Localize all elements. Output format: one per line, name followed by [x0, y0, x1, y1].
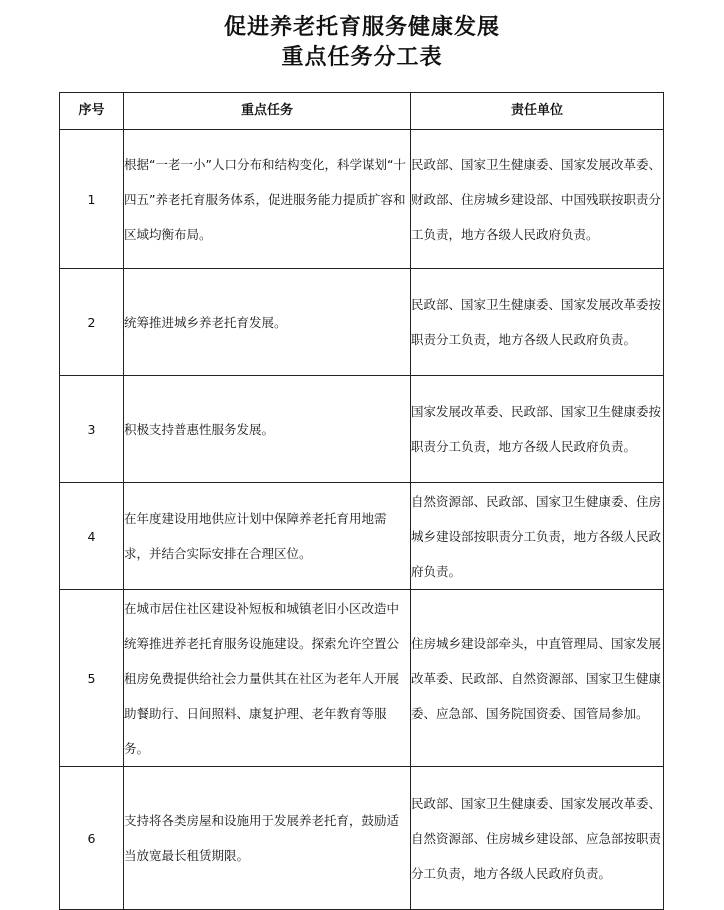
- task-assignment-table: [59, 92, 664, 910]
- document-title-line-2: 重点任务分工表: [281, 44, 443, 70]
- row-unit-text: 民政部、国家卫生健康委、国家发展改革委按职责分工负责，地方各级人民政府负责。: [411, 297, 662, 347]
- row-unit-text: 国家发展改革委、民政部、国家卫生健康委按职责分工负责，地方各级人民政府负责。: [411, 404, 662, 454]
- row-seq: 1: [60, 130, 124, 269]
- header-unit: 责任单位: [411, 93, 664, 130]
- row-task: [124, 376, 411, 483]
- row-task-text: 积极支持普惠性服务发展。: [124, 421, 275, 437]
- row-seq: 3: [60, 376, 124, 483]
- table-row: [60, 483, 664, 590]
- row-unit-text: 住房城乡建设部牵头，中直管理局、国家发展改革委、民政部、自然资源部、国家卫生健康委、应急部、国务院国资委、国管局参加。: [411, 635, 662, 721]
- row-unit: [411, 483, 664, 590]
- row-unit: [411, 130, 664, 269]
- row-unit: [411, 590, 664, 767]
- table-row: [60, 590, 664, 767]
- row-task: [124, 483, 411, 590]
- row-unit: [411, 376, 664, 483]
- header-task: 重点任务: [124, 93, 411, 130]
- row-seq: 2: [60, 269, 124, 376]
- row-task-text: 支持将各类房屋和设施用于发展养老托育，鼓励适当放宽最长租赁期限。: [124, 813, 400, 863]
- row-seq: 6: [60, 767, 124, 910]
- row-task: [124, 269, 411, 376]
- row-task: [124, 590, 411, 767]
- row-seq: 5: [60, 590, 124, 767]
- document-title-line-1: 促进养老托育服务健康发展: [223, 14, 500, 40]
- row-task: [124, 130, 411, 269]
- table-row: [60, 130, 664, 269]
- table-row: [60, 269, 664, 376]
- row-unit: [411, 767, 664, 910]
- row-unit-text: 自然资源部、民政部、国家卫生健康委、住房城乡建设部按职责分工负责，地方各级人民政府负责。: [411, 493, 662, 579]
- row-task: [124, 767, 411, 910]
- row-task-text: 在城市居住社区建设补短板和城镇老旧小区改造中统筹推进养老托育服务设施建设。探索允许空置公租房免费提供给社会力量供其在社区为老年人开展助餐助行、日间照料、康复护理、老年教育等服务。: [124, 600, 400, 756]
- table-row: [60, 767, 664, 910]
- row-unit-text: 民政部、国家卫生健康委、国家发展改革委、自然资源部、住房城乡建设部、应急部按职责分工负责，地方各级人民政府负责。: [411, 795, 662, 881]
- row-task-text: 根据“一老一小”人口分布和结构变化，科学谋划“十四五”养老托育服务体系，促进服务能力提质扩容和区域均衡布局。: [124, 156, 406, 242]
- header-seq: 序号: [60, 93, 124, 130]
- row-unit: [411, 269, 664, 376]
- row-unit-text: 民政部、国家卫生健康委、国家发展改革委、财政部、住房城乡建设部、中国残联按职责分工负责，地方各级人民政府负责。: [411, 156, 662, 242]
- table-header-row: [60, 93, 664, 130]
- row-task-text: 在年度建设用地供应计划中保障养老托育用地需求，并结合实际安排在合理区位。: [124, 511, 387, 561]
- row-task-text: 统筹推进城乡养老托育发展。: [124, 314, 287, 330]
- row-seq: 4: [60, 483, 124, 590]
- table-row: [60, 376, 664, 483]
